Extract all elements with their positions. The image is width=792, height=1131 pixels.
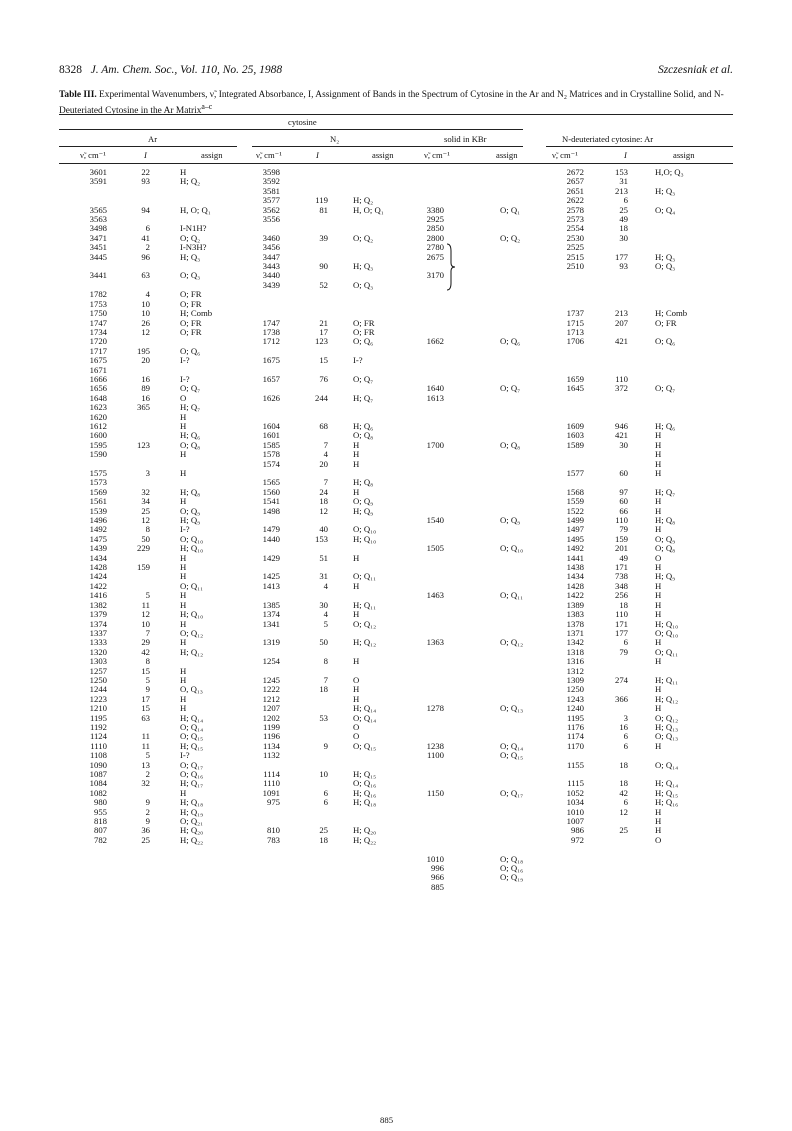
- col-d-intensity: 153 31 213 6 25 49 18 30 177 93 213 207 421 110 372 946 421 30 60 97 60 66 110 79 159 201 49 171 738 348 256 18 110 171 177 6 79 274 366 3 16 6 6 18 18 42 6 12 25: [614, 167, 628, 836]
- header-ar-assign: assign: [201, 150, 223, 160]
- rule-cytosine: [59, 129, 523, 130]
- header-kbr-assign: assign: [496, 150, 518, 160]
- authors: Szczesniak et al.: [657, 64, 733, 76]
- col-ar-intensity: 22 93 94 6 41 2 96 63 4 10 10 26 12 195 20 16 89 16 365 123 3 32 34 25 12 8 50 229 159 5 11 12 10 7 29 42 8 15 5 9 17 15 63 11 11 5 13 2 32 9 2 9 36 25: [136, 167, 150, 845]
- header-n2-wn: ν̃, cm⁻¹: [256, 150, 282, 160]
- rule-top: [59, 114, 733, 115]
- col-n2-wavenumber: 3598 3592 3581 3577 3562 3556 3460 3456 3447 3443 3440 3439 1747 1738 1712 1675 1657 1626 1604 1601 1585 1578 1574 1565 1560 1541 1498 1479 1440 1429 1425 1413 1385 1374 1341 1319 1254 1245 1222 1212 1207 1202 1199 1196 1134 1132 1114 1110 1091 975 810 783: [262, 167, 280, 845]
- col-kbr-wavenumber: 3380 2925 2850 2800 2780 2675 3170 1662 1640 1613 1700 1540 1505 1463 1363 1278 1238 1100 1150 1010 996 966 885: [426, 204, 444, 892]
- col-ar-assign: H H; Q₂ H, O; Q₁ I-N1H? O; Q₂ I-N3H? H; Q₃ O; Q₃ O; FR O; FR H; Comb O; FR O; FR O; Q₆ I-? I-? O; Q₇ O H; Q₇ H H H; Q₆ O; Q₈ H H H; Q₈ H O; Q₉ H; Q₉ I-? O; Q₁₀ H; Q₁₀ H H H O; Q₁₁ H H H; Q₁₀ H O; Q₁₂ H H; Q₁₂ H H O, Q₁₃ H H H; Q₁₄ O; Q₁₄ O; Q₁₅ H; Q₁₅ I-? O; Q₁₇ O; Q₁₆ H; Q₁₇ H H; Q₁₈ H; Q₁₉ O; Q₂₁ H; Q₂₀ H; Q₂₂: [180, 167, 213, 845]
- header-d-i: I: [624, 150, 627, 160]
- header-n2-assign: assign: [372, 150, 394, 160]
- col-n2-intensity: 119 81 39 90 52 21 17 123 15 76 244 68 7 4 20 7 24 18 12 40 153 51 31 4 30 4 5 50 8 7 18 53 9 10 6 6 25 18: [314, 195, 328, 845]
- header-cytosine: cytosine: [288, 117, 317, 127]
- col-d-assign: H,O; Q₃ H; Q₃ O; Q₄ H; Q₃ O; Q₃ H; Comb O; FR O; Q₆ O; Q₇ H; Q₆ H H H H H H; Q₇ H H H; Q₈ H O; Q₉ O; Q₈ O H H; Q₉ H H H H H; Q₁₀ O; Q₁₀ H O; Q₁₁ H H; Q₁₁ H H; Q₁₂ H O; Q₁₂ H; Q₁₃ O; Q₁₃ H O; Q₁₄ H; Q₁₄ H; Q₁₅ H; Q₁₆ H H H O: [655, 167, 688, 845]
- caption-text: Experimental Wavenumbers, ν̃, Integrated Absorbance, I, Assignment of Bands in the Spectrum of Cytosine in the Ar and N₂ Matrices and in Crystalline Solid, and N-Deuteriated Cytosine in the Ar Matrix: [59, 90, 724, 117]
- footer-number: 885: [380, 1115, 394, 1125]
- header-deuterated: N-deuteriated cytosine: Ar: [562, 134, 654, 144]
- header-ar-wn: ν̃, cm⁻¹: [80, 150, 106, 160]
- header-n2: N₂: [330, 134, 340, 144]
- header-kbr: solid in KBr: [444, 134, 487, 144]
- rule-ar: [59, 146, 237, 147]
- rule-n2: [252, 146, 420, 147]
- header-kbr-wn: ν̃, cm⁻¹: [424, 150, 450, 160]
- col-n2-assign: H; Q₂ H, O; Q₁ O; Q₂ H; Q₃ O; Q₃ O; FR O; FR O; Q₆ I-? O; Q₇ H; Q₇ H; Q₆ O; Q₈ H H H H; Q₈ H O; Q₉ H; Q₉ O; Q₁₀ H; Q₁₀ H O; Q₁₁ H H; Q₁₁ H O; Q₁₂ H; Q₁₂ H O H H H; Q₁₄ O; Q₁₄ O O O; Q₁₅ H; Q₁₅ O; Q₁₆ H; Q₁₆ H; Q₁₈ H; Q₂₀ H; Q₂₂: [353, 195, 384, 845]
- header-d-assign: assign: [673, 150, 695, 160]
- header-n2-i: I: [316, 150, 319, 160]
- header-ar: Ar: [148, 134, 158, 144]
- journal-citation: [59, 64, 282, 76]
- rule-kbr: [420, 146, 523, 147]
- header-d-wn: ν̃, cm⁻¹: [552, 150, 578, 160]
- page-header: [59, 64, 733, 80]
- journal-name: J. Am. Chem. Soc., Vol. 110, No. 25, 1988: [90, 64, 283, 76]
- table-label: Table III.: [59, 90, 97, 100]
- col-ar-wavenumber: 3601 3591 3565 3563 3498 3471 3451 3445 3441 1782 1753 1750 1747 1734 1720 1717 1675 1671 1666 1656 1648 1623 1620 1612 1600 1595 1590 1575 1573 1569 1561 1539 1496 1492 1475 1439 1434 1428 1424 1422 1416 1382 1379 1374 1337 1333 1320 1303 1257 1250 1244 1223 1210 1195 1192 1124 1110 1108 1090 1087 1084 1082 980 955 818 807 782: [89, 167, 107, 845]
- page-number: 8328: [59, 64, 82, 76]
- caption-footnotes: a–c: [201, 102, 213, 111]
- col-d-wavenumber: 2672 2657 2651 2622 2578 2573 2554 2530 2525 2515 2510 1737 1715 1713 1706 1659 1645 1609 1603 1589 1577 1568 1559 1522 1499 1497 1495 1492 1441 1438 1434 1428 1422 1389 1383 1378 1371 1342 1318 1316 1312 1309 1250 1243 1240 1195 1176 1174 1170 1155 1115 1052 1034 1010 1007 986 972: [566, 167, 584, 845]
- brace-bracket: [446, 243, 456, 291]
- rule-header-bottom: [59, 163, 733, 164]
- header-ar-i: I: [144, 150, 147, 160]
- rule-deut: [546, 146, 733, 147]
- col-kbr-assign: O; Q₁ O; Q₂ O; Q₆ O; Q₇ O; Q₈ O; Q₉ O; Q₁₀ O; Q₁₁ O; Q₁₂ O; Q₁₃ O; Q₁₄ O; Q₁₅ O; Q₁₇ O; Q₁₈ O; Q₁₆ O; Q₁₉: [500, 204, 524, 883]
